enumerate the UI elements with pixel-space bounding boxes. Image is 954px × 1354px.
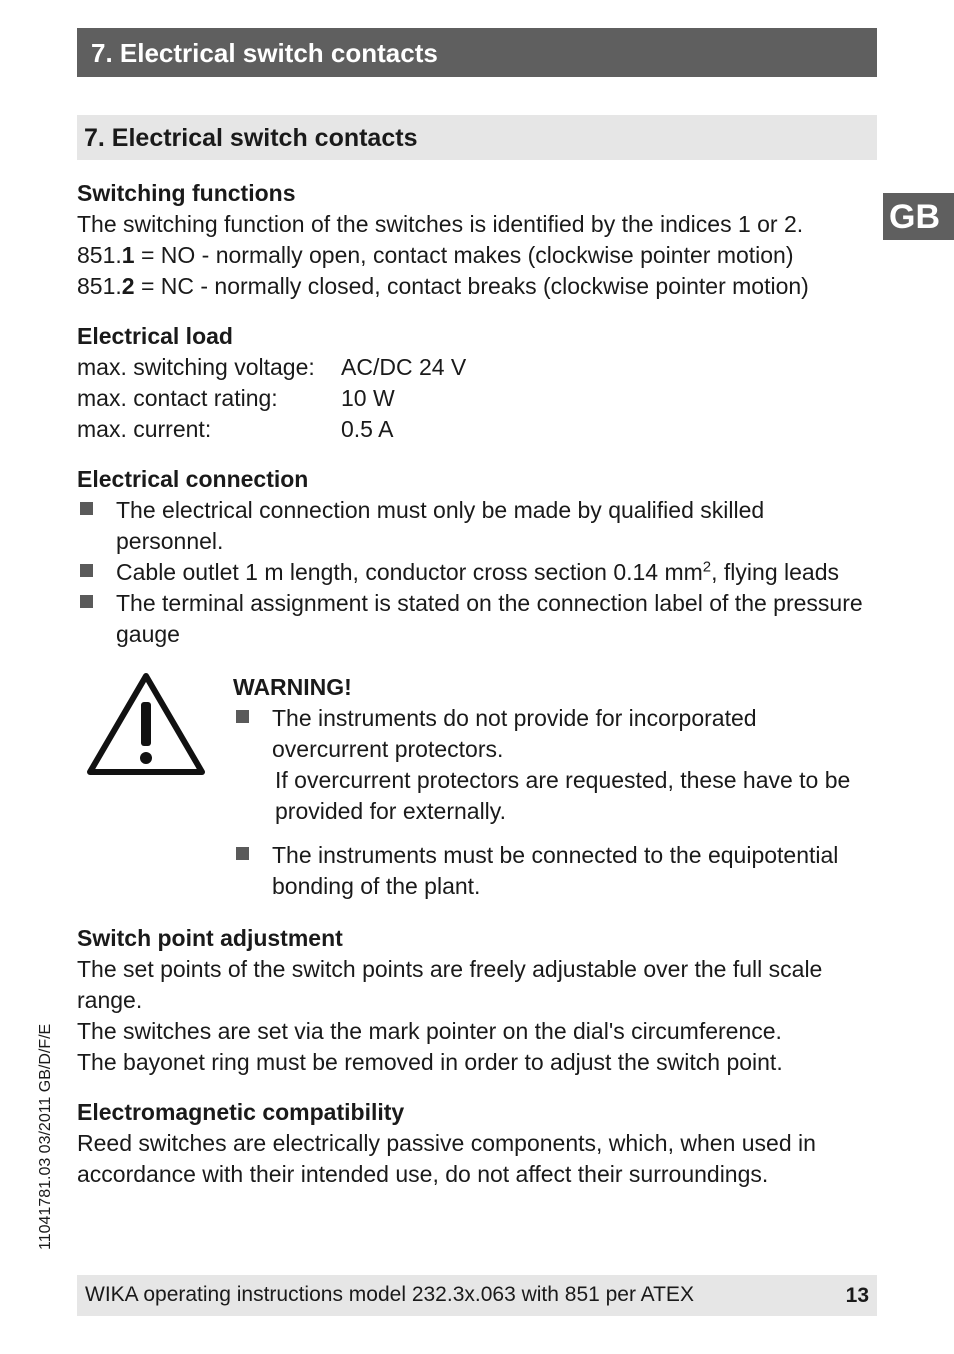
section-title: 7. Electrical switch contacts bbox=[84, 124, 418, 152]
load-key: max. contact rating: bbox=[77, 385, 278, 411]
warning-note: If overcurrent protectors are requested, these have to be provided for externally. bbox=[275, 767, 851, 824]
connection-list bbox=[77, 495, 877, 650]
nc-prefix: 851. bbox=[77, 273, 122, 299]
language-tab: GB bbox=[883, 193, 954, 240]
document-reference: 11041781.03 03/2011 GB/D/F/E bbox=[37, 1023, 54, 1250]
footer-text: WIKA operating instructions model 232.3x.063 with 851 per ATEX bbox=[85, 1283, 694, 1306]
list-item bbox=[233, 703, 877, 765]
no-index: 1 bbox=[121, 242, 135, 268]
no-prefix: 851. bbox=[77, 242, 122, 268]
cable-text: Cable outlet 1 m length, conductor cross section 0.14 mm bbox=[116, 559, 703, 585]
nc-text: = NC - normally closed, contact breaks (clockwise pointer motion) bbox=[134, 273, 809, 299]
list-item: The instruments must be connected to the equipotential bonding of the plant. bbox=[233, 840, 877, 902]
load-key: max. current: bbox=[77, 416, 212, 442]
switching-no-line bbox=[77, 240, 877, 271]
switching-functions-heading: Switching functions bbox=[77, 180, 296, 206]
switch-point-heading: Switch point adjustment bbox=[77, 925, 343, 951]
switch-point-p3: The bayonet ring must be removed in order to adjust the switch point. bbox=[77, 1049, 783, 1075]
page-footer bbox=[77, 1275, 877, 1316]
load-value: 0.5 A bbox=[341, 416, 394, 442]
chapter-title: 7. Electrical switch contacts bbox=[91, 38, 438, 68]
superscript: 2 bbox=[702, 558, 712, 576]
page-number: 13 bbox=[845, 1284, 869, 1307]
list-item: The electrical connection must only be made by qualified skilled personnel. bbox=[77, 495, 877, 557]
warning-triangle-icon bbox=[86, 672, 206, 778]
load-row-current bbox=[77, 414, 877, 445]
switching-nc-line bbox=[77, 271, 877, 302]
list-item bbox=[77, 557, 877, 588]
load-value: 10 W bbox=[341, 385, 395, 411]
warning-list-2 bbox=[233, 840, 877, 902]
list-item: The terminal assignment is stated on the connection label of the pressure gauge bbox=[77, 588, 877, 650]
switch-point-p2: The switches are set via the mark pointer on the dial's circumference. bbox=[77, 1018, 782, 1044]
switching-functions-intro: The switching function of the switches is identified by the indices 1 or 2. bbox=[77, 211, 804, 237]
warning-block bbox=[77, 672, 877, 902]
chapter-header bbox=[77, 28, 877, 77]
section-header bbox=[77, 115, 877, 160]
warning-title: WARNING! bbox=[233, 674, 352, 700]
electrical-connection-heading: Electrical connection bbox=[77, 466, 309, 492]
emc-heading: Electromagnetic compatibility bbox=[77, 1099, 405, 1125]
warning-item-text: The instruments do not provide for incorporated overcurrent protectors. bbox=[272, 705, 757, 762]
page-content bbox=[77, 178, 877, 1190]
load-value: AC/DC 24 V bbox=[341, 354, 467, 380]
load-key: max. switching voltage: bbox=[77, 354, 315, 380]
warning-list bbox=[233, 703, 877, 765]
electrical-load-heading: Electrical load bbox=[77, 323, 233, 349]
switch-point-p1: The set points of the switch points are freely adjustable over the full scale range. bbox=[77, 956, 823, 1013]
load-row-voltage bbox=[77, 352, 877, 383]
load-row-rating bbox=[77, 383, 877, 414]
cable-suffix: , flying leads bbox=[711, 559, 839, 585]
emc-text: Reed switches are electrically passive components, which, when used in accordance with their intended use, do not affect their surroundings. bbox=[77, 1130, 816, 1187]
nc-index: 2 bbox=[121, 273, 135, 299]
no-text: = NO - normally open, contact makes (clockwise pointer motion) bbox=[134, 242, 794, 268]
